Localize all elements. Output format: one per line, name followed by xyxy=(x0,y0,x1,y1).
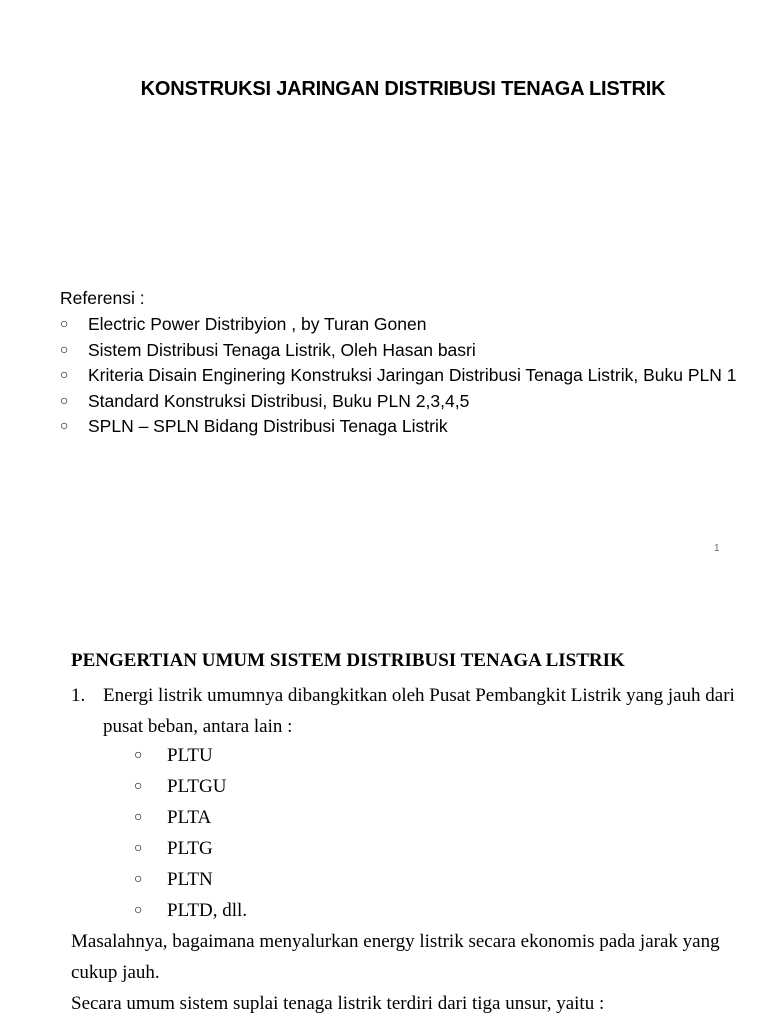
slide-2 xyxy=(0,580,768,1024)
power-plant-item xyxy=(134,740,247,771)
power-plant-name: PLTD, dll. xyxy=(167,900,248,921)
circle-bullet-icon: ○ xyxy=(60,340,69,357)
power-plant-name: PLTU xyxy=(167,745,213,766)
reference-text: Sistem Distribusi Tenaga Listrik, Oleh Hasan basri xyxy=(88,339,476,360)
paragraph-problem: Masalahnya, bagaimana menyalurkan energy listrik secara ekonomis pada jarak yang cukup jauh. xyxy=(71,931,720,983)
number-label: 1. xyxy=(71,685,86,706)
paragraph-supply-system: Secara umum sistem suplai tenaga listrik terdiri dari tiga unsur, yaitu : xyxy=(71,993,605,1014)
power-plant-name: PLTA xyxy=(167,807,212,828)
numbered-item-1 xyxy=(71,680,751,742)
power-plant-name: PLTG xyxy=(167,838,213,859)
power-plant-item xyxy=(134,802,247,833)
circle-bullet-icon: ○ xyxy=(134,748,143,763)
power-plant-item xyxy=(134,864,247,895)
power-plant-name: PLTN xyxy=(167,869,213,890)
slide-2-title: PENGERTIAN UMUM SISTEM DISTRIBUSI TENAGA LISTRIK xyxy=(71,650,625,671)
circle-bullet-icon: ○ xyxy=(60,315,69,331)
slide-1-title: KONSTRUKSI JARINGAN DISTRIBUSI TENAGA LISTRIK xyxy=(140,78,666,100)
reference-text: Kriteria Disain Enginering Konstruksi Jaringan Distribusi Tenaga Listrik, Buku PLN 1 xyxy=(88,365,737,385)
power-plant-item xyxy=(134,771,247,802)
references-heading: Referensi : xyxy=(60,288,145,308)
power-plant-item xyxy=(134,833,247,864)
reference-item xyxy=(60,363,760,389)
circle-bullet-icon: ○ xyxy=(134,903,143,918)
circle-bullet-icon: ○ xyxy=(60,417,69,433)
circle-bullet-icon: ○ xyxy=(134,810,143,825)
circle-bullet-icon: ○ xyxy=(134,841,143,856)
circle-bullet-icon: ○ xyxy=(60,366,69,382)
numbered-item-text: Energi listrik umumnya dibangkitkan oleh Pusat Pembangkit Listrik yang jauh dari pusat beban, antara lain : xyxy=(103,685,735,737)
power-plant-name: PLTGU xyxy=(167,776,227,797)
reference-text: Electric Power Distribyion , by Turan Gonen xyxy=(88,314,427,334)
power-plant-item xyxy=(134,895,247,926)
page-number: 1 xyxy=(714,543,720,554)
circle-bullet-icon: ○ xyxy=(134,872,143,887)
reference-item xyxy=(60,389,760,415)
reference-item xyxy=(60,338,760,364)
reference-text: Standard Konstruksi Distribusi, Buku PLN 2,3,4,5 xyxy=(88,390,470,411)
circle-bullet-icon: ○ xyxy=(60,391,69,408)
power-plant-list xyxy=(134,740,247,926)
reference-item xyxy=(60,312,760,338)
references-list xyxy=(60,312,760,440)
circle-bullet-icon: ○ xyxy=(134,779,143,794)
reference-text: SPLN – SPLN Bidang Distribusi Tenaga Listrik xyxy=(88,416,448,436)
reference-item xyxy=(60,414,760,440)
